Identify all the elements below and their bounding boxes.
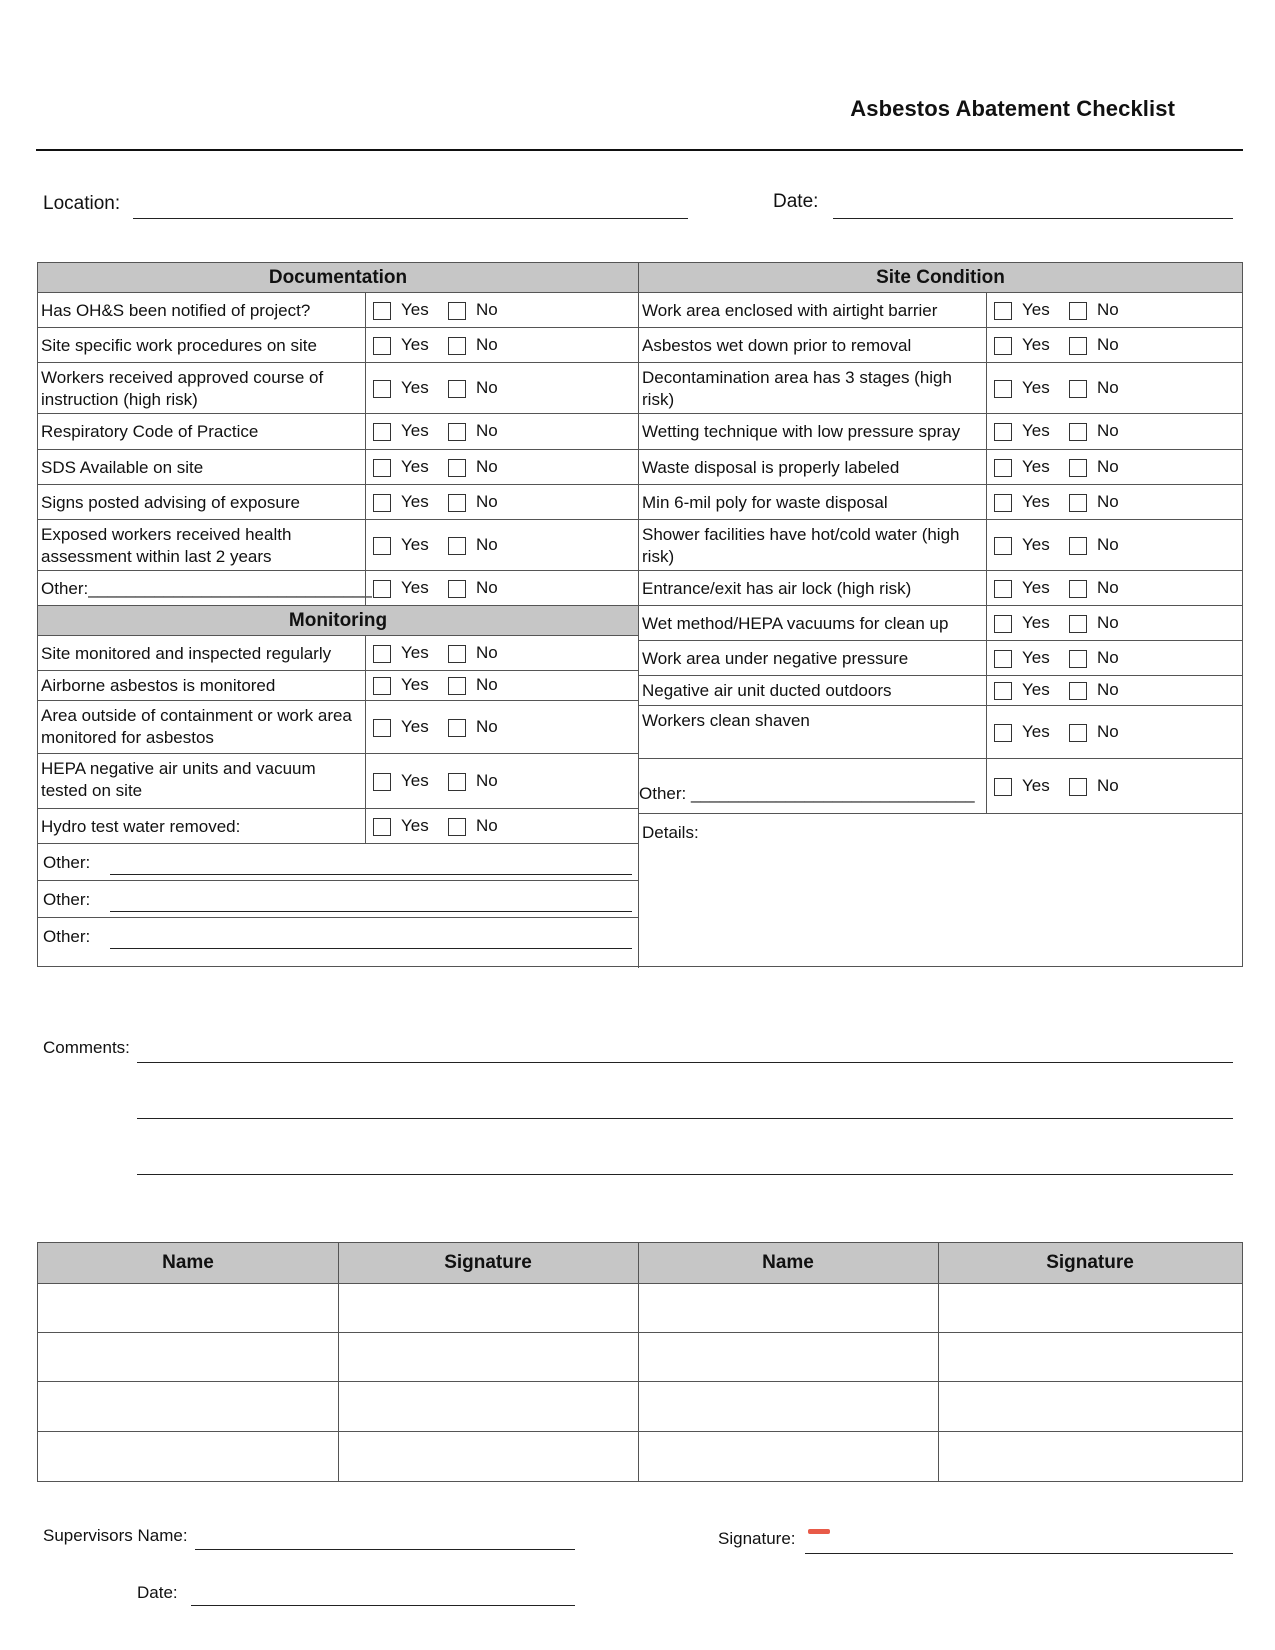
right-column [639, 263, 1242, 968]
yes-no-cell [986, 485, 1127, 519]
yes-checkbox[interactable] [373, 302, 391, 320]
yes-no-cell [365, 701, 506, 753]
yes-checkbox[interactable] [994, 302, 1012, 320]
question-label: Area outside of containment or work area monitored for asbestos [41, 706, 352, 747]
checklist-row [38, 485, 638, 520]
yes-no-cell [986, 571, 1127, 605]
no-label: No [476, 717, 498, 736]
checklist-row [639, 571, 1242, 606]
question-label: Hydro test water removed: [41, 817, 241, 836]
signature-line[interactable] [805, 1553, 1233, 1554]
question-label: Has OH&S been notified of project? [41, 301, 311, 320]
yes-label: Yes [1022, 492, 1050, 511]
question-label: Shower facilities have hot/cold water (high risk) [642, 525, 960, 566]
question-label: Entrance/exit has air lock (high risk) [642, 579, 912, 598]
yes-no-cell [365, 450, 506, 484]
yes-label: Yes [1022, 578, 1050, 597]
no-checkbox[interactable] [448, 537, 466, 555]
yes-checkbox[interactable] [994, 423, 1012, 441]
no-label: No [1097, 578, 1119, 597]
no-checkbox[interactable] [1069, 494, 1087, 512]
yes-no-cell [365, 485, 506, 519]
sig-col-rule [338, 1243, 339, 1481]
checklist-row [639, 706, 1242, 759]
sig-header-signature-1: Signature [338, 1243, 638, 1283]
yes-label: Yes [1022, 535, 1050, 554]
location-line[interactable] [133, 218, 688, 219]
checklist-row [38, 328, 638, 363]
documentation-header: Documentation [38, 263, 638, 293]
checklist-row [38, 520, 638, 571]
yes-label: Yes [401, 492, 429, 511]
other-line[interactable] [110, 911, 632, 912]
yes-checkbox[interactable] [994, 380, 1012, 398]
no-checkbox[interactable] [1069, 423, 1087, 441]
no-checkbox[interactable] [1069, 724, 1087, 742]
sig-header-name-2: Name [638, 1243, 938, 1283]
bottom-date-label: Date: [137, 1583, 178, 1602]
yes-checkbox[interactable] [373, 494, 391, 512]
checklist-row [639, 293, 1242, 328]
date-line[interactable] [833, 218, 1233, 219]
signature-mark [808, 1529, 830, 1534]
no-label: No [476, 492, 498, 511]
yes-no-cell [365, 571, 506, 605]
checklist-row [38, 293, 638, 328]
no-label: No [476, 335, 498, 354]
no-checkbox[interactable] [448, 773, 466, 791]
checklist-row [639, 328, 1242, 363]
no-checkbox[interactable] [448, 423, 466, 441]
yes-label: Yes [401, 300, 429, 319]
no-label: No [1097, 776, 1119, 795]
signature-table [37, 1242, 1243, 1482]
no-label: No [1097, 648, 1119, 667]
sig-rule [38, 1431, 1242, 1432]
details-box[interactable] [639, 814, 1242, 968]
supervisor-line[interactable] [195, 1549, 575, 1550]
yes-label: Yes [401, 535, 429, 554]
yes-no-cell [986, 606, 1127, 640]
yes-label: Yes [401, 717, 429, 736]
no-checkbox[interactable] [448, 719, 466, 737]
no-label: No [1097, 300, 1119, 319]
yes-checkbox[interactable] [373, 580, 391, 598]
checklist-row [639, 450, 1242, 485]
yes-no-cell [365, 809, 506, 843]
yes-checkbox[interactable] [373, 645, 391, 663]
question-label: Other:______________________________ [41, 579, 372, 598]
no-checkbox[interactable] [1069, 615, 1087, 633]
other-row [38, 881, 638, 918]
checklist-row [639, 759, 1242, 814]
checklist-row [38, 414, 638, 450]
yes-label: Yes [1022, 722, 1050, 741]
no-label: No [476, 421, 498, 440]
page-title: Asbestos Abatement Checklist [850, 96, 1175, 121]
comments-label: Comments: [43, 1038, 130, 1057]
question-label: Airborne asbestos is monitored [41, 676, 276, 695]
question-label: Workers clean shaven [642, 711, 810, 730]
yes-checkbox[interactable] [994, 337, 1012, 355]
no-label: No [1097, 613, 1119, 632]
yes-no-cell [986, 414, 1127, 449]
yes-no-cell [986, 706, 1127, 758]
question-label: Negative air unit ducted outdoors [642, 681, 892, 700]
yes-checkbox[interactable] [373, 459, 391, 477]
sig-header-signature-2: Signature [938, 1243, 1242, 1283]
other-label: Other: [43, 853, 91, 872]
yes-no-cell [986, 328, 1127, 362]
left-column [38, 263, 638, 968]
no-checkbox[interactable] [448, 645, 466, 663]
no-checkbox[interactable] [1069, 459, 1087, 477]
location-label: Location: [43, 193, 121, 214]
yes-label: Yes [401, 421, 429, 440]
no-label: No [476, 457, 498, 476]
yes-label: Yes [1022, 648, 1050, 667]
sig-col-rule [638, 1243, 639, 1481]
yes-no-cell [986, 759, 1127, 813]
yes-checkbox[interactable] [373, 337, 391, 355]
no-checkbox[interactable] [1069, 380, 1087, 398]
comments-line-3[interactable] [137, 1174, 1233, 1175]
yes-no-cell [365, 754, 506, 808]
yes-checkbox[interactable] [373, 677, 391, 695]
no-checkbox[interactable] [1069, 650, 1087, 668]
yes-label: Yes [401, 816, 429, 835]
other-row [38, 844, 638, 881]
no-checkbox[interactable] [1069, 302, 1087, 320]
yes-no-cell [986, 293, 1127, 327]
no-checkbox[interactable] [448, 494, 466, 512]
yes-no-cell [365, 414, 506, 449]
yes-label: Yes [1022, 378, 1050, 397]
no-checkbox[interactable] [448, 677, 466, 695]
question-label: Other: ______________________________ [639, 784, 975, 803]
yes-checkbox[interactable] [994, 682, 1012, 700]
yes-no-cell [365, 328, 506, 362]
checklist-row [639, 414, 1242, 450]
yes-no-cell [986, 520, 1127, 570]
checklist-row [38, 450, 638, 485]
checklist-row [38, 671, 638, 701]
question-label: Decontamination area has 3 stages (high risk) [642, 368, 952, 409]
yes-no-cell [365, 520, 506, 570]
yes-no-cell [365, 293, 506, 327]
no-checkbox[interactable] [448, 818, 466, 836]
no-label: No [1097, 722, 1119, 741]
sig-rule [38, 1332, 1242, 1333]
question-label: Site specific work procedures on site [41, 336, 317, 355]
checklist-row [38, 809, 638, 844]
sig-header-name-1: Name [38, 1243, 338, 1283]
yes-label: Yes [401, 457, 429, 476]
no-label: No [1097, 680, 1119, 699]
no-label: No [1097, 492, 1119, 511]
yes-checkbox[interactable] [994, 724, 1012, 742]
question-label: Workers received approved course of instruction (high risk) [41, 368, 324, 409]
yes-no-cell [365, 363, 506, 413]
yes-checkbox[interactable] [373, 818, 391, 836]
date-label: Date: [773, 191, 819, 212]
question-label: Wetting technique with low pressure spray [642, 422, 961, 441]
yes-checkbox[interactable] [994, 650, 1012, 668]
no-label: No [1097, 457, 1119, 476]
question-label: HEPA negative air units and vacuum tested on site [41, 759, 316, 800]
signature-label: Signature: [718, 1529, 796, 1548]
checklist-row [38, 754, 638, 809]
no-checkbox[interactable] [1069, 537, 1087, 555]
question-label: Signs posted advising of exposure [41, 493, 300, 512]
yes-no-cell [365, 671, 506, 700]
question-label: Wet method/HEPA vacuums for clean up [642, 614, 949, 633]
yes-label: Yes [1022, 613, 1050, 632]
yes-label: Yes [1022, 421, 1050, 440]
no-label: No [476, 535, 498, 554]
yes-label: Yes [401, 335, 429, 354]
no-label: No [476, 643, 498, 662]
checklist-row [639, 676, 1242, 706]
no-label: No [476, 675, 498, 694]
yes-label: Yes [401, 378, 429, 397]
checklist-row [639, 606, 1242, 641]
yes-checkbox[interactable] [373, 537, 391, 555]
question-label: Exposed workers received health assessment within last 2 years [41, 525, 292, 566]
no-checkbox[interactable] [448, 302, 466, 320]
no-checkbox[interactable] [1069, 580, 1087, 598]
sig-rule [38, 1283, 1242, 1284]
no-checkbox[interactable] [448, 337, 466, 355]
other-label: Other: [43, 890, 91, 909]
sig-col-rule [938, 1243, 939, 1481]
monitoring-header: Monitoring [38, 606, 638, 636]
yes-checkbox[interactable] [994, 615, 1012, 633]
yes-checkbox[interactable] [373, 380, 391, 398]
yes-label: Yes [1022, 335, 1050, 354]
yes-label: Yes [1022, 680, 1050, 699]
checklist-row [639, 363, 1242, 414]
yes-no-cell [986, 676, 1127, 705]
yes-no-cell [986, 363, 1127, 413]
checklist-row [639, 520, 1242, 571]
question-label: Asbestos wet down prior to removal [642, 336, 912, 355]
no-checkbox[interactable] [448, 459, 466, 477]
yes-no-cell [986, 641, 1127, 675]
comments-line-2[interactable] [137, 1118, 1233, 1119]
other-line[interactable] [110, 948, 632, 949]
yes-checkbox[interactable] [373, 773, 391, 791]
other-line[interactable] [110, 874, 632, 875]
site-condition-header: Site Condition [639, 263, 1242, 293]
other-label: Other: [43, 927, 91, 946]
checklist-row [38, 363, 638, 414]
no-label: No [1097, 335, 1119, 354]
no-checkbox[interactable] [1069, 682, 1087, 700]
yes-checkbox[interactable] [373, 423, 391, 441]
checklist-row [38, 636, 638, 671]
no-label: No [476, 816, 498, 835]
yes-label: Yes [1022, 300, 1050, 319]
no-label: No [476, 578, 498, 597]
no-checkbox[interactable] [448, 380, 466, 398]
yes-checkbox[interactable] [994, 537, 1012, 555]
yes-no-cell [986, 450, 1127, 484]
yes-label: Yes [401, 675, 429, 694]
question-label: Work area enclosed with airtight barrier [642, 301, 938, 320]
yes-label: Yes [401, 771, 429, 790]
no-label: No [1097, 535, 1119, 554]
yes-checkbox[interactable] [994, 494, 1012, 512]
checklist-row [639, 641, 1242, 676]
details-label: Details: [642, 823, 699, 842]
supervisor-label: Supervisors Name: [43, 1526, 188, 1545]
question-label: SDS Available on site [41, 458, 204, 477]
yes-checkbox[interactable] [373, 719, 391, 737]
no-label: No [1097, 378, 1119, 397]
yes-checkbox[interactable] [994, 459, 1012, 477]
yes-label: Yes [401, 578, 429, 597]
no-checkbox[interactable] [1069, 337, 1087, 355]
comments-line-1[interactable] [137, 1062, 1233, 1063]
no-label: No [476, 300, 498, 319]
yes-checkbox[interactable] [994, 778, 1012, 796]
title-rule [36, 149, 1243, 151]
bottom-date-line[interactable] [191, 1605, 575, 1606]
no-checkbox[interactable] [1069, 778, 1087, 796]
yes-label: Yes [1022, 776, 1050, 795]
question-label: Respiratory Code of Practice [41, 422, 259, 441]
question-label: Min 6-mil poly for waste disposal [642, 493, 888, 512]
no-label: No [476, 378, 498, 397]
checklist-table [37, 262, 1243, 967]
yes-label: Yes [401, 643, 429, 662]
no-label: No [1097, 421, 1119, 440]
other-row [38, 918, 638, 955]
yes-label: Yes [1022, 457, 1050, 476]
question-label: Work area under negative pressure [642, 649, 909, 668]
checklist-row [38, 701, 638, 754]
checklist-row [38, 571, 638, 606]
no-checkbox[interactable] [448, 580, 466, 598]
no-label: No [476, 771, 498, 790]
yes-no-cell [365, 636, 506, 670]
question-label: Waste disposal is properly labeled [642, 458, 900, 477]
checklist-row [639, 485, 1242, 520]
yes-checkbox[interactable] [994, 580, 1012, 598]
sig-rule [38, 1381, 1242, 1382]
question-label: Site monitored and inspected regularly [41, 644, 332, 663]
